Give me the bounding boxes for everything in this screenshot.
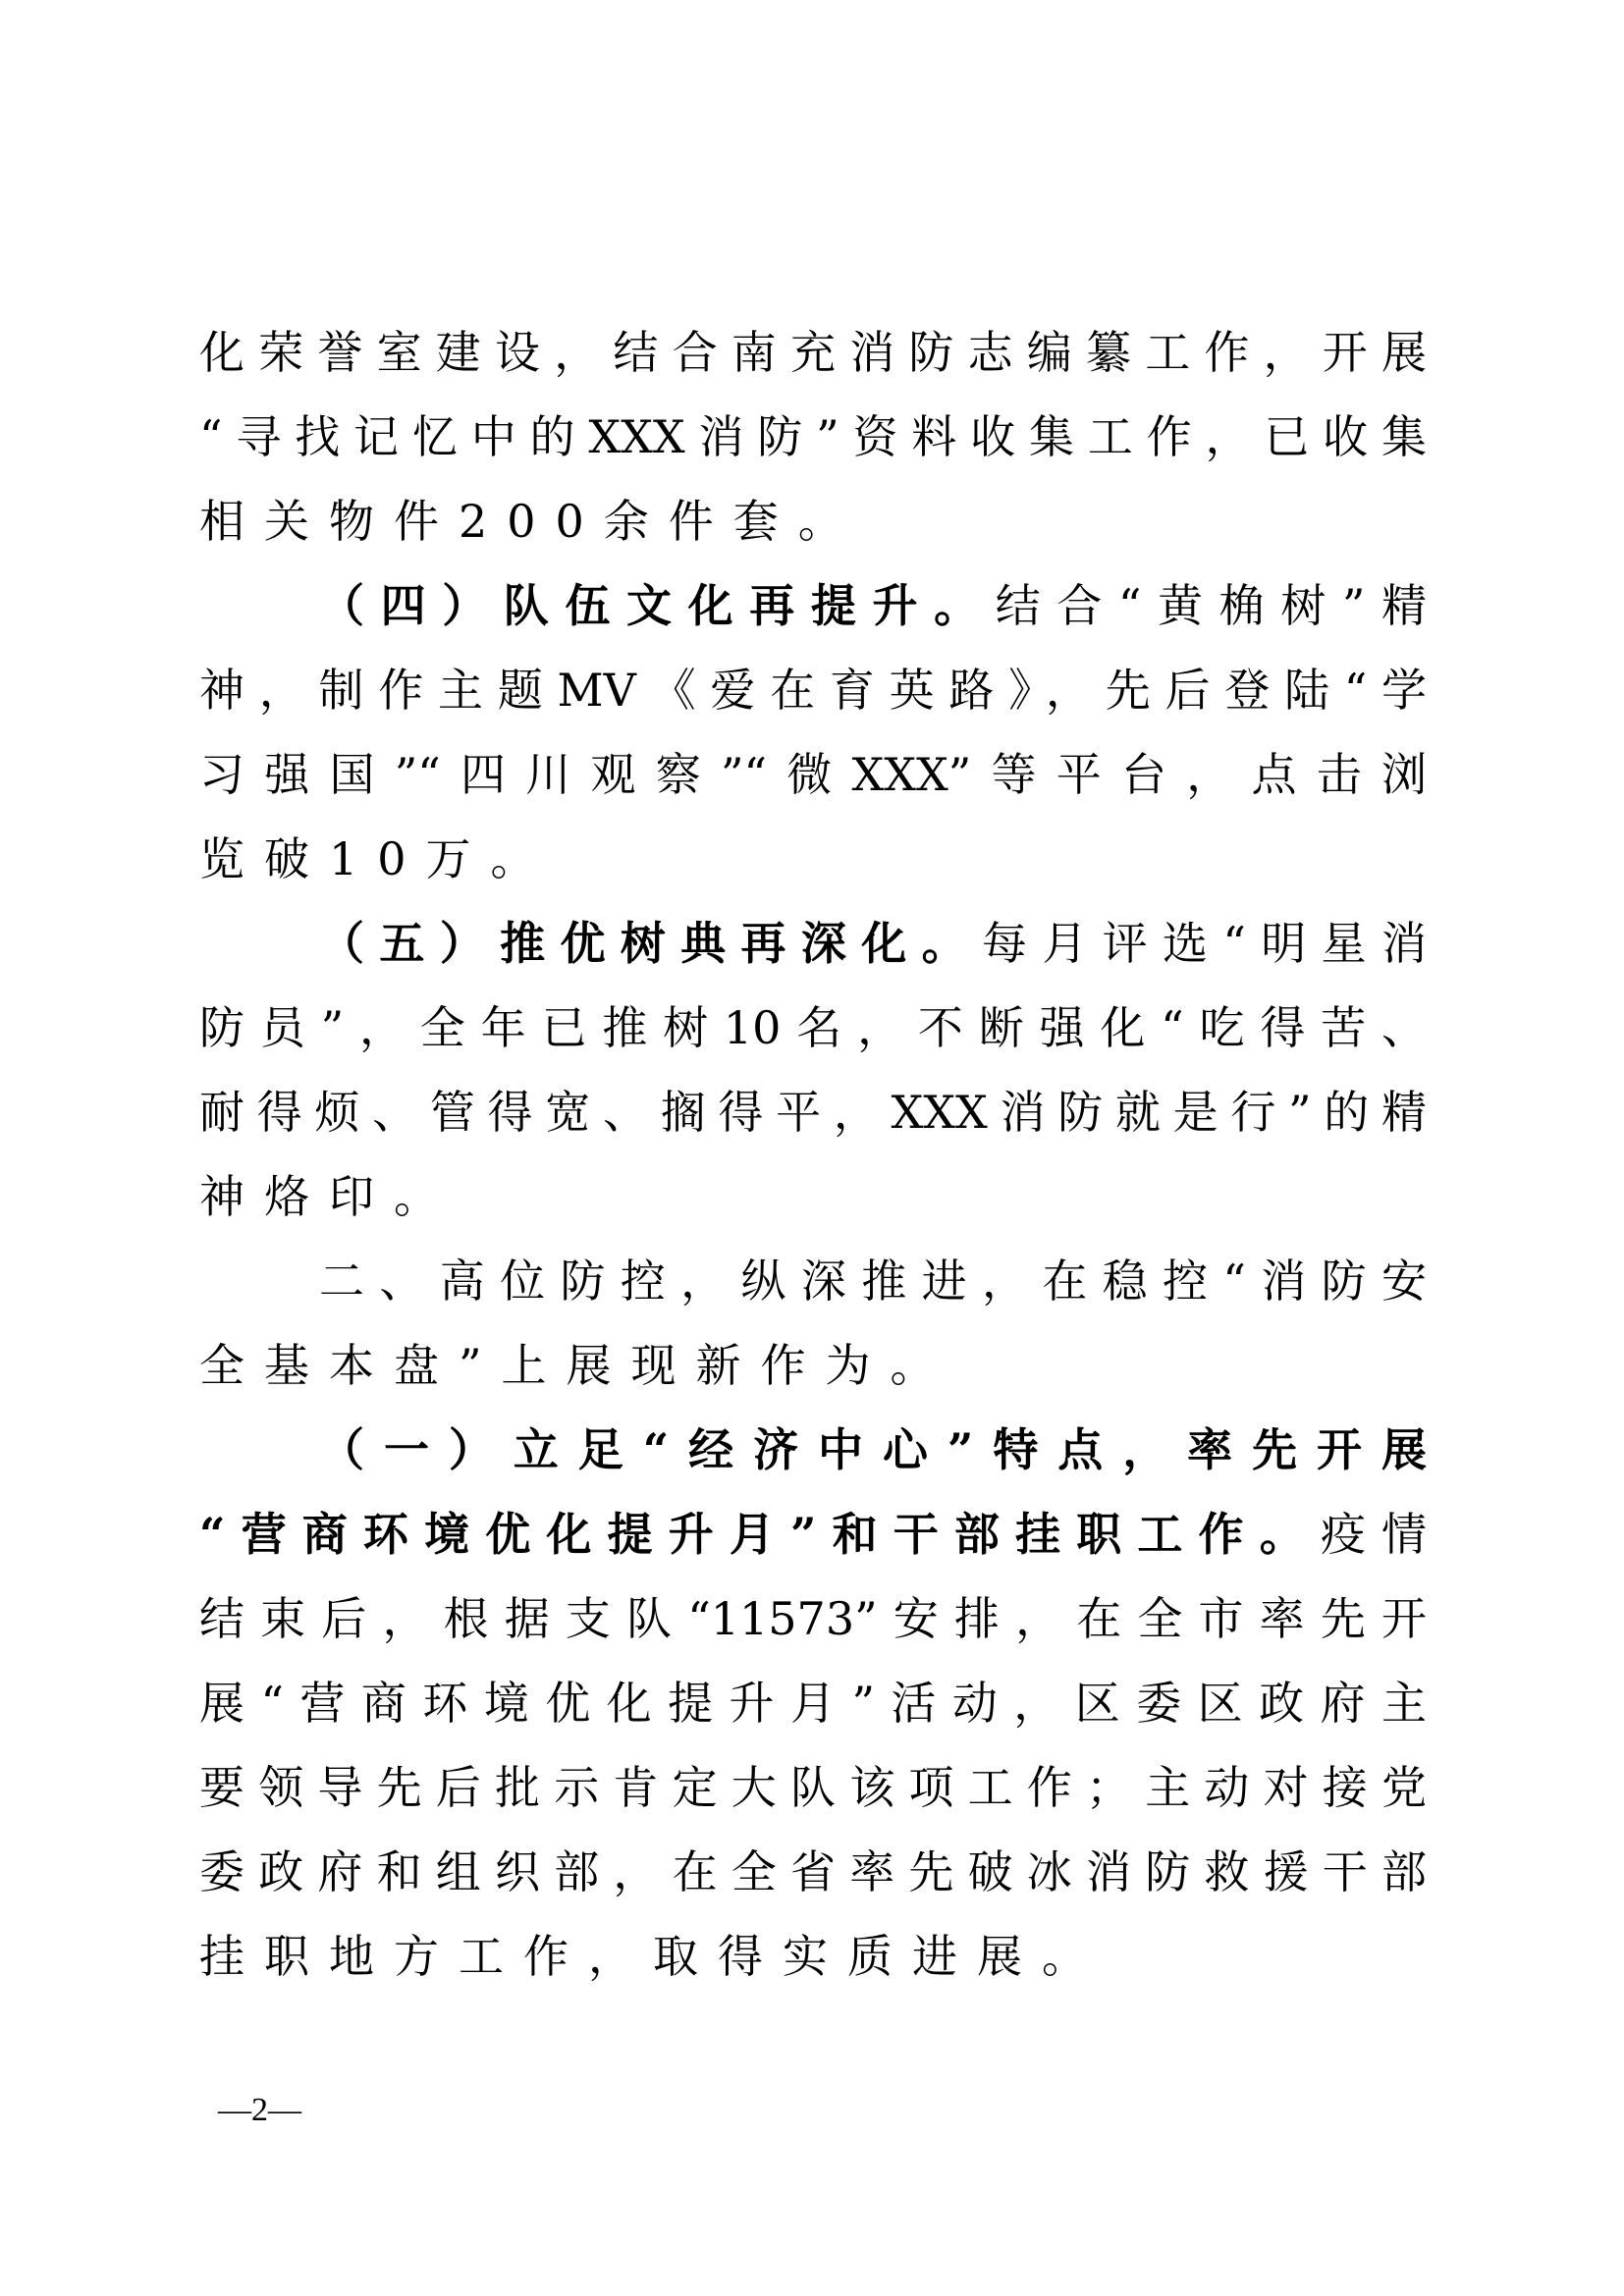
text-line: 相关物件200余件套。 — [199, 495, 863, 548]
text-run: 结合“黄桷树”精 — [995, 579, 1427, 632]
text-run: 每月评选“明星消 — [981, 917, 1427, 970]
section-heading-line — [319, 901, 1427, 986]
section-heading-line — [319, 563, 1427, 648]
text-line: 全基本盘”上展现新作为。 — [199, 1339, 955, 1392]
section-heading-one-cont: “营商环境优化提升月”和干部挂职工作。 — [199, 1508, 1321, 1561]
section-heading-one: （一）立足“经济中心”特点，率先开展 — [319, 1423, 1427, 1476]
section-heading-five: （五）推优树典再深化。 — [319, 917, 982, 970]
text-line: 神，制作主题MV《爱在育英路》，先后登陆“学 — [199, 664, 1427, 717]
text-line: 耐得烦、管得宽、搁得平，XXX消防就是行”的精 — [199, 1086, 1427, 1139]
text-line: 化荣誉室建设，结合南充消防志编纂工作，开展 — [199, 326, 1427, 379]
text-line: 防员”，全年已推树10名，不断强化“吃得苦、 — [199, 1001, 1427, 1054]
text-line: 展“营商环境优化提升月”活动，区委区政府主 — [199, 1677, 1427, 1730]
section-heading-four: （四）队伍文化再提升。 — [319, 579, 996, 632]
text-line: 结束后，根据支队“11573”安排，在全市率先开 — [199, 1592, 1427, 1645]
text-line: 要领导先后批示肯定大队该项工作；主动对接党 — [199, 1761, 1427, 1814]
text-run: 疫情 — [1320, 1508, 1427, 1561]
text-line: 神烙印。 — [199, 1170, 459, 1223]
text-line: 览破10万。 — [199, 832, 556, 885]
text-line: 习强国”“四川观察”“微XXX”等平台，点击浏 — [199, 748, 1427, 801]
text-line: 挂职地方工作，取得实质进展。 — [199, 1930, 1107, 1983]
text-line: 委政府和组织部，在全省率先破冰消防救援干部 — [199, 1845, 1427, 1898]
page-number: —2— — [218, 2092, 301, 2128]
chapter-heading-two: 二、高位防控，纵深推进，在稳控“消防安 — [319, 1255, 1427, 1308]
section-heading-line — [199, 1492, 1427, 1576]
text-line: “寻找记忆中的XXX消防”资料收集工作，已收集 — [199, 410, 1427, 463]
